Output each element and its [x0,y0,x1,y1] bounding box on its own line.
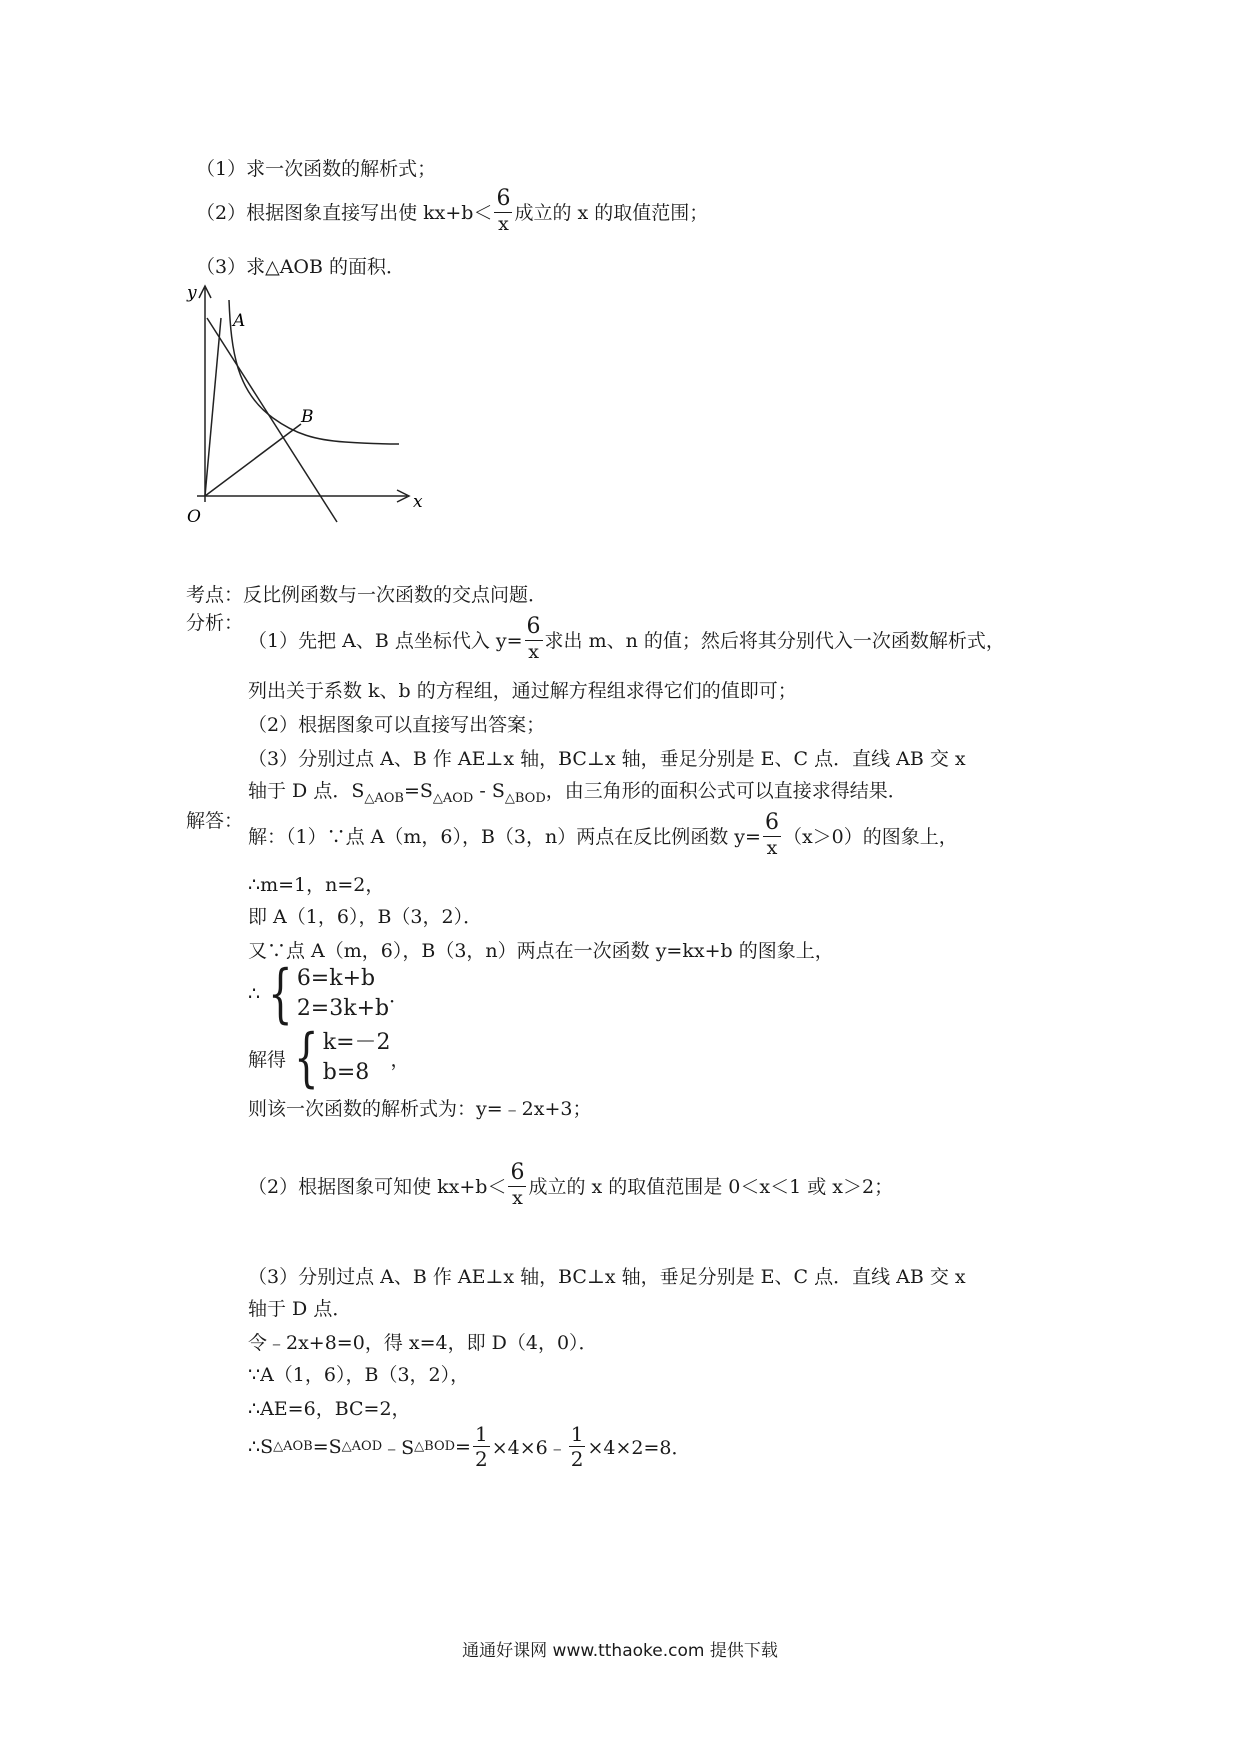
jieda-line-5: 则该一次函数的解析式为：y=﹣2x+3； [248,1098,592,1120]
segment-ob [205,424,301,496]
question-3: （3）求△AOB 的面积． [196,256,406,278]
question-2: （2）根据图象直接写出使 kx+b＜ $\frac{6}{x}$ 成立的 x 的取值范围； [196,186,709,235]
hyperbola-curve [229,300,399,444]
fraction-6-over-x: $\frac{6}{x}$ [496,186,511,235]
area-formula: ∴S △AOB =S △AOD ﹣S △BOD = $\frac{1}{2}$ ×4×6﹣ $\frac{1}{2}$ ×4×2=8． [248,1422,691,1471]
fraction-6-over-x: $\frac{6}{x}$ [510,1160,525,1209]
origin-label: O [187,507,201,527]
jieda-part-3-line-4: ∵A（1，6），B（3，2）， [248,1364,470,1386]
equation-system-2: 解得 { k=－2 b=8 ， [248,1021,410,1095]
jieda-part-3-line-1: （3）分别过点 A、B 作 AE⊥x 轴，BC⊥x 轴，垂足分别是 E、C 点．直线 AB 交 x [248,1266,966,1288]
fraction-one-half: $\frac{1}{2}$ [570,1422,584,1471]
segment-oa [205,318,221,496]
page-footer: 通通好课网 www.tthaoke.com 提供下载 [462,1641,778,1661]
jieda-line-1: 解：（1）∵点 A（m，6），B（3，n）两点在反比例函数 y= $\frac{6}{x}$ （x＞0）的图象上， [248,810,958,859]
brace-icon: { [268,957,293,1031]
line-ab [207,318,337,522]
point-a-label: A [233,311,246,331]
question-1: （1）求一次函数的解析式； [196,158,437,180]
kaodian-text: 反比例函数与一次函数的交点问题． [243,584,548,606]
jieda-part-3-line-3: 令﹣2x+8=0，得 x=4，即 D（4，0）． [248,1332,598,1354]
y-axis-label: y [187,283,197,303]
jieda-part-3-line-2: 轴于 D 点． [248,1298,352,1320]
jieda-line-4: 又∵点 A（m，6），B（3，n）两点在一次函数 y=kx+b 的图象上， [248,940,834,962]
brace-icon: { [294,1021,319,1095]
fraction-6-over-x: $\frac{6}{x}$ [526,614,541,663]
jieda-part-2: （2）根据图象可知使 kx+b＜ $\frac{6}{x}$ 成立的 x 的取值范围是 0＜x＜1 或 x＞2； [248,1160,894,1209]
fraction-6-over-x: $\frac{6}{x}$ [764,810,779,859]
jieda-label: 解答： [186,810,244,832]
point-b-label: B [301,407,314,427]
kaodian-label: 考点： [186,584,244,606]
jieda-line-2: ∴m=1，n=2， [248,874,385,896]
fenxi-label: 分析： [186,612,244,634]
jieda-line-3: 即 A（1，6），B（3，2）． [248,906,483,928]
function-graph [185,282,435,532]
equation-system-1: ∴ { 6=k+b 2=3k+b ． [248,957,409,1031]
fraction-one-half: $\frac{1}{2}$ [474,1422,488,1471]
x-axis-label: x [413,492,423,512]
fenxi-line-5: 轴于 D 点．$S_{\triangle AOB}=S_{\triangle AOD} - S_{\triangle BOD}$，由三角形的面积公式可以直接求得结果． [248,780,907,806]
fenxi-line-4: （3）分别过点 A、B 作 AE⊥x 轴，BC⊥x 轴，垂足分别是 E、C 点．直线 AB 交 x [248,748,966,770]
fenxi-line-3: （2）根据图象可以直接写出答案； [248,714,546,736]
jieda-part-3-line-5: ∴AE=6，BC=2， [248,1398,411,1420]
fenxi-line-2: 列出关于系数 k、b 的方程组，通过解方程组求得它们的值即可； [248,680,797,702]
fenxi-line-1: （1）先把 A、B 点坐标代入 y= $\frac{6}{x}$ 求出 m、n 的值；然后将其分别代入一次函数解析式， [248,614,1005,663]
kaodian [186,580,547,607]
